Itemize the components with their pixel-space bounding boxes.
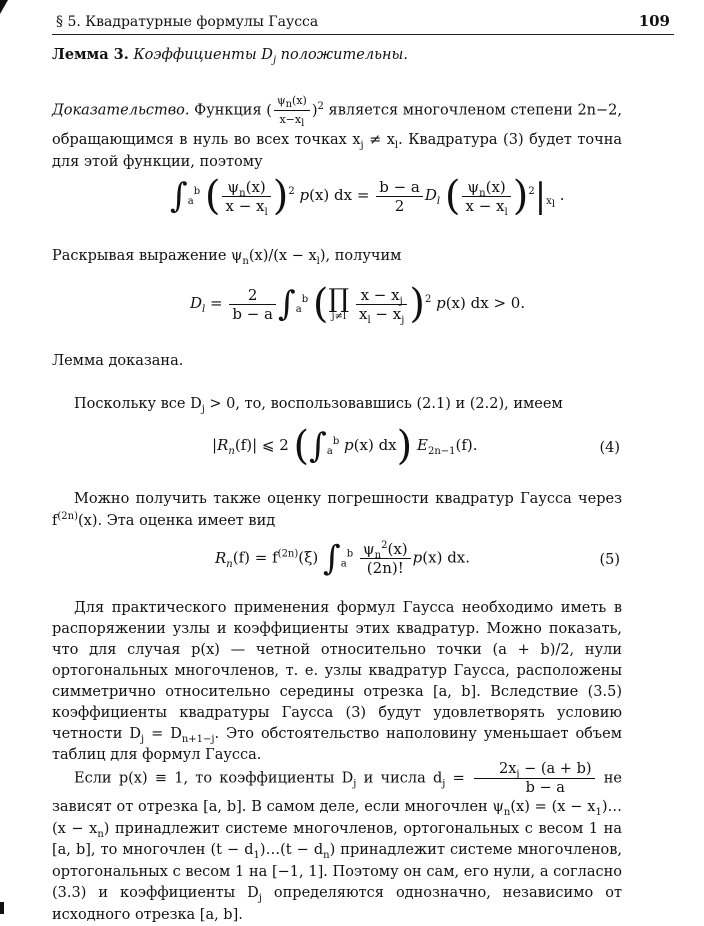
scan-corner-mark [0, 0, 8, 14]
lemma-text: Коэффициенты $D_j$ положительны. [133, 47, 408, 66]
lemma-proved: Лемма доказана. [52, 353, 184, 369]
dj-fraction: $\frac{2x_j - (a + b)}{b - a}$ [474, 760, 595, 797]
inline-fraction: ( $\frac{\psi_n(x)}{x-x_l}$ )$^2$ [266, 94, 324, 130]
equation-number-4: (4) [599, 440, 620, 456]
paragraph-practical: Для практического применения формул Гаусса необходимо иметь в распоряжении узлы и коэффициенты этих квадратур. Можно показать, что для случая p(x) — четной относительно точки (a + b)/2, нули ортогональных многочленов, т. е. узлы квадратур Гаусса, расположены симметрично относительно середины отрезка [a, b]. Вследствие (3.5) коэффициенты квадратуры Гаусса (3) будут удовлетворять условию четности $D_j = D_{n+1-j}$. Это обстоятельство наполовину уменьшает объем таблиц для формул Гаусса. [52, 600, 623, 763]
expansion-text: Раскрывая выражение $\psi_n(x)/(x - x_l)$, получим [52, 248, 402, 267]
proof-paragraph: Доказательство. Функция ( $\frac{\psi_n(x)}{x-x_l}$ )$^2$ является многочленом степени 2n−2, обращающимся в нуль во всех точках $x_j \ne x_l$. Квадратура (3) будет точна для этой функции, поэтому [52, 94, 622, 170]
running-header [52, 10, 674, 35]
section-title: § 5. Квадратурные формулы Гаусса [56, 14, 319, 30]
proof-label: Доказательство. [52, 102, 190, 119]
paragraph-error-estimate: Можно получить также оценку погрешности квадратур Гаусса через $f^{(2n)}(x)$. Эта оценка имеет вид [52, 491, 622, 529]
formula-integral-identity: $\int_a^b$ ( $\frac{\psi_n(x)}{x - x_l}$ )$^2$ p(x) dx = $\frac{b - a}{2}$ $D_l$ ( $\frac{\psi_n(x)}{x - x_l}$ )$^2|_{x_l}$ . [170, 173, 565, 219]
formula-remainder: $R_n(f) = f^{(2n)}(\xi)$ $\int_a^b$ $\frac{\psi_n^2(x)}{(2n)!}$ p(x) dx. [215, 538, 471, 579]
paragraph-dj-positive: Поскольку все $D_j > 0$, то, воспользовавшись (2.1) и (2.2), имеем [74, 396, 563, 415]
formula-dl-positive: $D_l$ = $\frac{2}{b - a}$ $\int_a^b$ ( ∏ j≠l $\frac{x - x_j}{x_l - x_j}$ )$^2$ p(x) dx > 0. [190, 281, 526, 327]
page-number: 109 [638, 12, 670, 30]
scan-edge-mark [0, 902, 4, 914]
formula-remainder-bound: $|R_n(f)|$ ⩽ 2 ($\int_a^b$ p(x) dx) $E_{2n-1}(f)$. [212, 423, 478, 469]
lemma-title: Лемма 3. [52, 46, 129, 63]
equation-number-5: (5) [599, 552, 620, 568]
paragraph-interval-independence: Если p(x) ≡ 1, то коэффициенты $D_j$ и числа $d_j$ = $\frac{2x_j - (a + b)}{b - a}$ не зависят от отрезка [a, b]. В самом деле, если многочлен $\psi_n(x) = (x$ − $x_1)\dots(x - x_n)$ принадлежит системе многочленов, ортогональных с весом 1 на [a, b], то многочлен $(t - d_1)\dots(t - d_n)$ принадлежит системе многочленов, ортогональных с весом 1 на [−1, 1]. Поэтому он сам, его нули, а согласно (3.3) и коэффициенты $D_j$ определяются однозначно, независимо от исходного отрезка [a, b]. [52, 761, 623, 923]
lemma-statement [52, 44, 622, 66]
